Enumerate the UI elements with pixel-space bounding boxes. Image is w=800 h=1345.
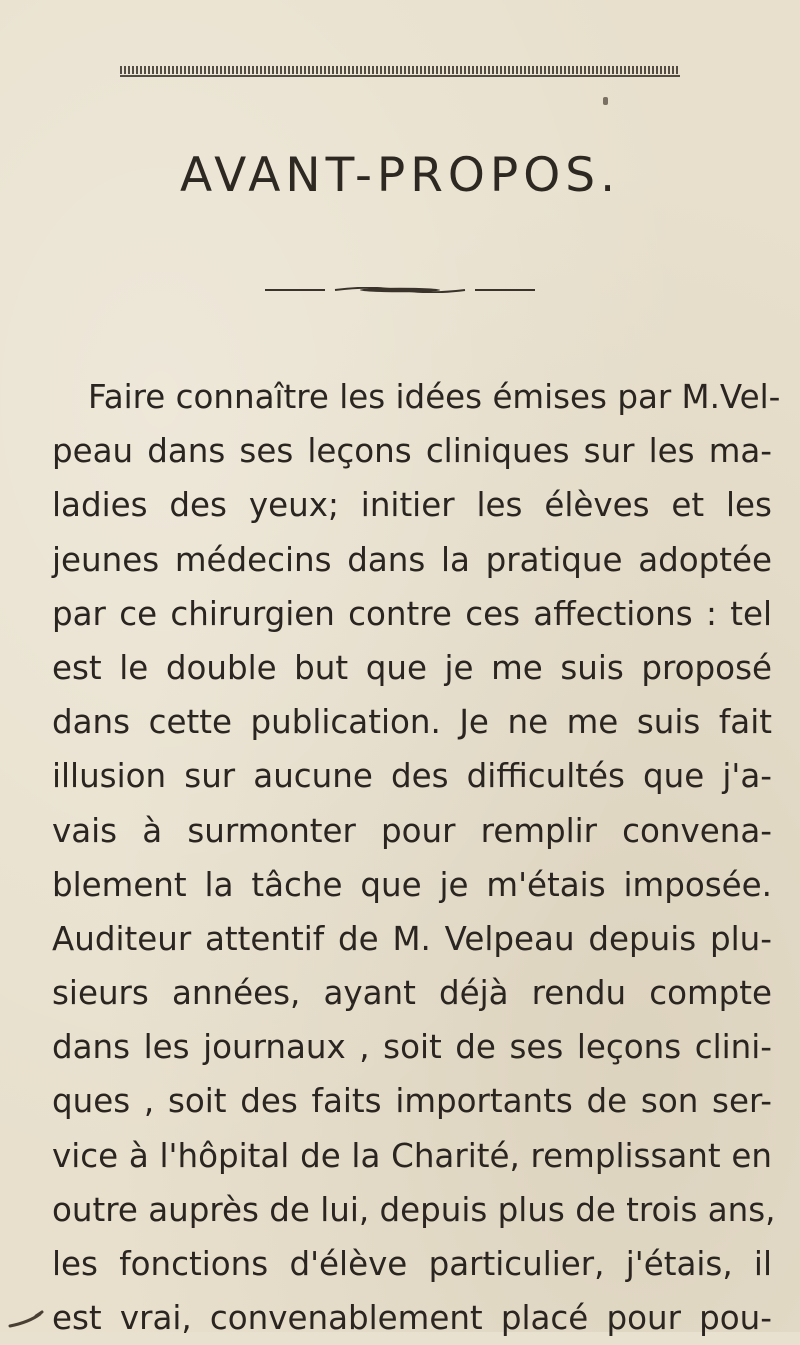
text-line-15: vice à l'hôpital de la Charité, remplissant en bbox=[52, 1136, 772, 1175]
text-line-18: est vrai, convenablement placé pour pou- bbox=[52, 1299, 772, 1338]
ink-speck bbox=[603, 97, 608, 105]
text-line-5: par ce chirurgien contre ces affections : tel bbox=[52, 594, 772, 633]
text-line-17: les fonctions d'élève particulier, j'étais, il bbox=[52, 1245, 772, 1283]
text-line-4: jeunes médecins dans la pratique adoptée bbox=[52, 540, 772, 579]
text-line-3: ladies des yeux; initier les élèves et les bbox=[52, 486, 772, 525]
text-line-9: vais à surmonter pour remplir convena- bbox=[52, 811, 772, 850]
corner-pencil-mark bbox=[6, 1294, 56, 1330]
text-line-10: blement la tâche que je m'étais imposée. bbox=[52, 865, 772, 904]
text-line-7: dans cette publication. Je ne me suis fait bbox=[52, 703, 772, 742]
text-line-14: ques , soit des faits importants de son ser- bbox=[52, 1082, 772, 1121]
page-title: AVANT-PROPOS. bbox=[179, 148, 621, 203]
text-line-8: illusion sur aucune des difficultés que j'a- bbox=[52, 757, 772, 796]
text-line-2: peau dans ses leçons cliniques sur les ma- bbox=[52, 432, 772, 471]
text-line-16: outre auprès de lui, depuis plus de trois ans, bbox=[52, 1190, 776, 1229]
header-ornament-rule bbox=[120, 66, 680, 78]
text-line-13: dans les journaux , soit de ses leçons clini- bbox=[52, 1028, 772, 1067]
text-line-11: Auditeur attentif de M. Velpeau depuis plu- bbox=[52, 919, 772, 958]
body-paragraph bbox=[52, 370, 781, 1345]
text-line-6: est le double but que je me suis proposé bbox=[52, 648, 772, 687]
title-separator-flourish bbox=[265, 287, 535, 293]
text-line-12: sieurs années, ayant déjà rendu compte bbox=[52, 974, 772, 1013]
text-line-1: Faire connaître les idées émises par M.Vel- bbox=[88, 378, 781, 416]
